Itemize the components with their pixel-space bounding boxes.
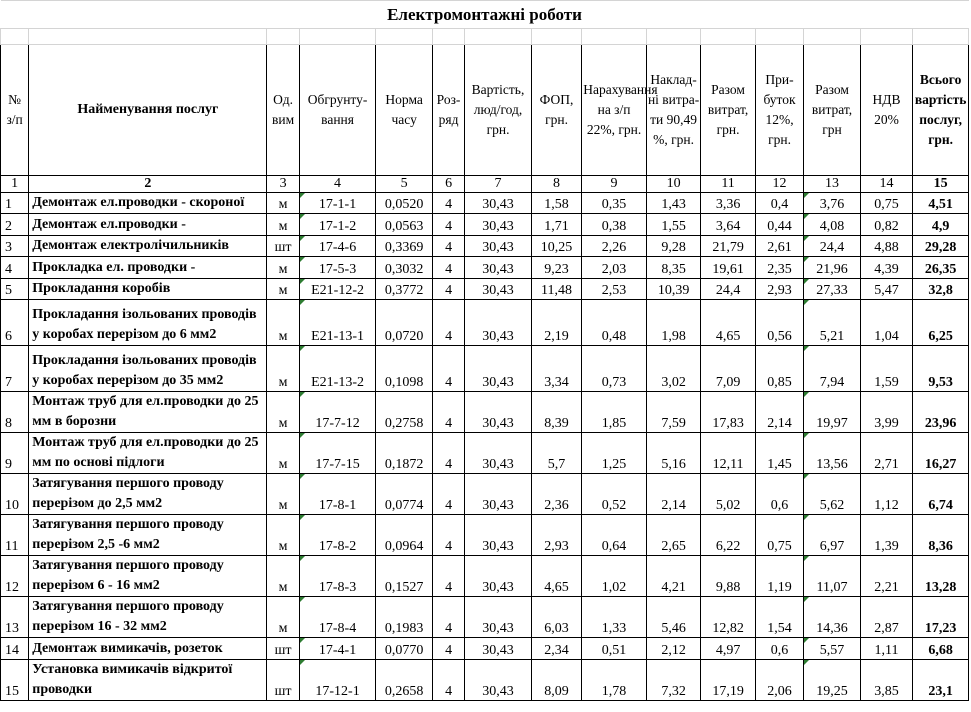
cell-accrual[interactable]: 1,02: [582, 556, 647, 597]
service-name: Затягування першого проводу перерізом 16 - 32 мм2: [32, 599, 224, 634]
service-name: Затягування першого проводу перерізом до 2,5 мм2: [32, 476, 224, 511]
cell-norm[interactable]: 0,0720: [376, 300, 433, 346]
cell-subtotal[interactable]: 5,02: [701, 474, 755, 515]
cell-name[interactable]: [29, 392, 267, 433]
cell-norm[interactable]: 0,1527: [376, 556, 433, 597]
cell-vat[interactable]: 2,21: [860, 556, 912, 597]
cell-unit[interactable]: м: [267, 257, 299, 279]
service-name: Монтаж труб для ел.проводки до 25 мм в борозни: [32, 394, 259, 429]
table-row: [1, 300, 969, 346]
cell-grand-total[interactable]: 6,74: [913, 474, 969, 515]
cell-no[interactable]: 7: [1, 346, 29, 392]
service-name: Монтаж труб для ел.проводки до 25 мм по основі підлоги: [32, 435, 259, 470]
cell-overhead[interactable]: 9,28: [646, 236, 700, 257]
cell-basis[interactable]: 17-1-2: [299, 214, 376, 236]
cell-name[interactable]: [29, 236, 267, 257]
cell-no[interactable]: 10: [1, 474, 29, 515]
table-row: [1, 346, 969, 392]
cell-basis[interactable]: 17-8-4: [299, 597, 376, 638]
cell-cost[interactable]: 30,43: [465, 257, 532, 279]
cell-fop[interactable]: 1,58: [531, 193, 581, 214]
service-name: Затягування першого проводу перерізом 6 - 16 мм2: [32, 558, 224, 593]
cell-cost[interactable]: 30,43: [465, 638, 532, 660]
cell-no[interactable]: 9: [1, 433, 29, 474]
header-row: [1, 45, 969, 176]
cell-vat[interactable]: 0,82: [860, 214, 912, 236]
cell-overhead[interactable]: 3,02: [646, 346, 700, 392]
cell-accrual[interactable]: 1,85: [582, 392, 647, 433]
cell-grand-total[interactable]: 29,28: [913, 236, 969, 257]
cell-fop[interactable]: 5,7: [531, 433, 581, 474]
cell-subtotal[interactable]: 17,19: [701, 660, 755, 701]
table-row: [1, 597, 969, 638]
cell-no[interactable]: 1: [1, 193, 29, 214]
cell-grade[interactable]: 4: [432, 193, 464, 214]
cell-profit[interactable]: 0,4: [755, 193, 803, 214]
cell-basis[interactable]: Е21-13-2: [299, 346, 376, 392]
column-number[interactable]: 13: [804, 176, 861, 193]
cell-fop[interactable]: 10,25: [531, 236, 581, 257]
cell-no[interactable]: 12: [1, 556, 29, 597]
cell-unit[interactable]: шт: [267, 660, 299, 701]
cell-total-costs[interactable]: 19,25: [804, 660, 861, 701]
header-subtotal[interactable]: Разом витрат, грн.: [701, 45, 755, 176]
cell-norm[interactable]: 0,3032: [376, 257, 433, 279]
cell-fop[interactable]: 3,34: [531, 346, 581, 392]
cell-unit[interactable]: м: [267, 279, 299, 300]
column-number[interactable]: 15: [913, 176, 969, 193]
cell-basis[interactable]: 17-4-6: [299, 236, 376, 257]
column-number[interactable]: 14: [860, 176, 912, 193]
cell-grade[interactable]: 4: [432, 556, 464, 597]
cell-name[interactable]: [29, 515, 267, 556]
cell-name[interactable]: [29, 474, 267, 515]
cell-vat[interactable]: 1,04: [860, 300, 912, 346]
cell-fop[interactable]: 11,48: [531, 279, 581, 300]
cell-basis[interactable]: 17-8-1: [299, 474, 376, 515]
cell-accrual[interactable]: 1,78: [582, 660, 647, 701]
cell-grade[interactable]: 4: [432, 433, 464, 474]
cell-unit[interactable]: м: [267, 214, 299, 236]
cell-grade[interactable]: 4: [432, 346, 464, 392]
cell-name[interactable]: [29, 597, 267, 638]
cell-accrual[interactable]: 0,48: [582, 300, 647, 346]
cell-subtotal[interactable]: 3,36: [701, 193, 755, 214]
cell-grand-total[interactable]: 17,23: [913, 597, 969, 638]
cell-vat[interactable]: 4,39: [860, 257, 912, 279]
cell-cost[interactable]: 30,43: [465, 597, 532, 638]
cell-vat[interactable]: 4,88: [860, 236, 912, 257]
cell-basis[interactable]: 17-4-1: [299, 638, 376, 660]
cell-fop[interactable]: 2,34: [531, 638, 581, 660]
cell-norm[interactable]: 0,3369: [376, 236, 433, 257]
cell-total-costs[interactable]: 21,96: [804, 257, 861, 279]
cell-name[interactable]: [29, 214, 267, 236]
cell-cost[interactable]: 30,43: [465, 279, 532, 300]
cell-basis[interactable]: 17-1-1: [299, 193, 376, 214]
cell-vat[interactable]: 3,85: [860, 660, 912, 701]
cell-accrual[interactable]: 0,38: [582, 214, 647, 236]
cell-cost[interactable]: 30,43: [465, 214, 532, 236]
cell-grand-total[interactable]: 32,8: [913, 279, 969, 300]
cell-fop[interactable]: 8,09: [531, 660, 581, 701]
cell-profit[interactable]: 0,56: [755, 300, 803, 346]
cell-subtotal[interactable]: 7,09: [701, 346, 755, 392]
column-number[interactable]: 11: [701, 176, 755, 193]
cell-total-costs[interactable]: 24,4: [804, 236, 861, 257]
cell-no[interactable]: 4: [1, 257, 29, 279]
cell-subtotal[interactable]: 24,4: [701, 279, 755, 300]
title-row: [1, 1, 969, 29]
cell-grade[interactable]: 4: [432, 474, 464, 515]
cell-grade[interactable]: 4: [432, 597, 464, 638]
cell-subtotal[interactable]: 4,65: [701, 300, 755, 346]
cell-basis[interactable]: Е21-12-2: [299, 279, 376, 300]
cell-unit[interactable]: м: [267, 193, 299, 214]
table-row: [1, 515, 969, 556]
cell-unit[interactable]: м: [267, 556, 299, 597]
service-name: Прокладання ізольованих проводів у коробах перерізом до 35 мм2: [32, 353, 257, 388]
table-body: [1, 193, 969, 701]
cell-vat[interactable]: 1,59: [860, 346, 912, 392]
cell-total-costs[interactable]: 5,21: [804, 300, 861, 346]
cell-accrual[interactable]: 0,52: [582, 474, 647, 515]
table-row: [1, 279, 969, 300]
cell-subtotal[interactable]: 3,64: [701, 214, 755, 236]
cell-subtotal[interactable]: 9,88: [701, 556, 755, 597]
cell-accrual[interactable]: 0,35: [582, 193, 647, 214]
column-number[interactable]: 2: [29, 176, 267, 193]
cell-no[interactable]: 5: [1, 279, 29, 300]
header-grade[interactable]: Роз-ряд: [432, 45, 464, 176]
cell-grand-total[interactable]: 9,53: [913, 346, 969, 392]
cell-profit[interactable]: 1,54: [755, 597, 803, 638]
table-row: [1, 392, 969, 433]
cell-total-costs[interactable]: 11,07: [804, 556, 861, 597]
cell-subtotal[interactable]: 6,22: [701, 515, 755, 556]
cell-no[interactable]: 6: [1, 300, 29, 346]
cell-profit[interactable]: 1,45: [755, 433, 803, 474]
header-grand-total[interactable]: Всього вартість послуг, грн.: [913, 45, 969, 176]
cell-norm[interactable]: 0,0774: [376, 474, 433, 515]
cell-total-costs[interactable]: 5,62: [804, 474, 861, 515]
cell-name[interactable]: [29, 300, 267, 346]
table-row: [1, 257, 969, 279]
cell-total-costs[interactable]: 6,97: [804, 515, 861, 556]
cell-overhead[interactable]: 1,55: [646, 214, 700, 236]
header-norm[interactable]: Норма часу: [376, 45, 433, 176]
cell-no[interactable]: 13: [1, 597, 29, 638]
cell-norm[interactable]: 0,1872: [376, 433, 433, 474]
cell-cost[interactable]: 30,43: [465, 474, 532, 515]
cell-grade[interactable]: 4: [432, 660, 464, 701]
cell-total-costs[interactable]: 7,94: [804, 346, 861, 392]
cell-grand-total[interactable]: 6,68: [913, 638, 969, 660]
header-vat[interactable]: НДВ 20%: [860, 45, 912, 176]
cell-norm[interactable]: 0,0964: [376, 515, 433, 556]
cell-fop[interactable]: 2,93: [531, 515, 581, 556]
column-number-row: [1, 176, 969, 193]
cell-norm[interactable]: 0,0520: [376, 193, 433, 214]
cell-grade[interactable]: 4: [432, 257, 464, 279]
cell-total-costs[interactable]: 27,33: [804, 279, 861, 300]
cell-accrual[interactable]: 0,51: [582, 638, 647, 660]
cell-profit[interactable]: 0,6: [755, 638, 803, 660]
service-name: Демонтаж ел.проводки -: [32, 217, 186, 232]
cell-subtotal[interactable]: 12,82: [701, 597, 755, 638]
column-number[interactable]: 6: [432, 176, 464, 193]
table-row: [1, 556, 969, 597]
cell-profit[interactable]: 2,06: [755, 660, 803, 701]
cell-norm[interactable]: 0,0563: [376, 214, 433, 236]
cell-fop[interactable]: 9,23: [531, 257, 581, 279]
cell-grade[interactable]: 4: [432, 279, 464, 300]
cell-basis[interactable]: 17-8-3: [299, 556, 376, 597]
cell-total-costs[interactable]: 5,57: [804, 638, 861, 660]
cell-accrual[interactable]: 1,33: [582, 597, 647, 638]
cell-name[interactable]: [29, 279, 267, 300]
cell-grand-total[interactable]: 13,28: [913, 556, 969, 597]
cell-fop[interactable]: 8,39: [531, 392, 581, 433]
column-number[interactable]: 8: [531, 176, 581, 193]
cell-name[interactable]: [29, 556, 267, 597]
cell-cost[interactable]: 30,43: [465, 346, 532, 392]
cell-overhead[interactable]: 2,65: [646, 515, 700, 556]
column-number[interactable]: 12: [755, 176, 803, 193]
cell-profit[interactable]: 0,85: [755, 346, 803, 392]
header-fop[interactable]: ФОП, грн.: [531, 45, 581, 176]
service-name: Прокладання ізольованих проводів у коробах перерізом до 6 мм2: [32, 307, 257, 342]
cell-vat[interactable]: 2,71: [860, 433, 912, 474]
cell-unit[interactable]: м: [267, 392, 299, 433]
cell-cost[interactable]: 30,43: [465, 392, 532, 433]
cell-overhead[interactable]: 7,59: [646, 392, 700, 433]
cell-accrual[interactable]: 2,53: [582, 279, 647, 300]
cell-grand-total[interactable]: 26,35: [913, 257, 969, 279]
cell-grand-total[interactable]: 4,51: [913, 193, 969, 214]
cell-cost[interactable]: 30,43: [465, 236, 532, 257]
cell-no[interactable]: 14: [1, 638, 29, 660]
cell-name[interactable]: [29, 193, 267, 214]
header-cost[interactable]: Вартість, люд/год, грн.: [465, 45, 532, 176]
column-number[interactable]: 7: [465, 176, 532, 193]
cell-vat[interactable]: 1,39: [860, 515, 912, 556]
cell-basis[interactable]: 17-7-12: [299, 392, 376, 433]
column-number[interactable]: 4: [299, 176, 376, 193]
cell-norm[interactable]: 0,2758: [376, 392, 433, 433]
cell-subtotal[interactable]: 12,11: [701, 433, 755, 474]
cell-basis[interactable]: 17-7-15: [299, 433, 376, 474]
cell-name[interactable]: [29, 433, 267, 474]
cell-profit[interactable]: 0,75: [755, 515, 803, 556]
header-name[interactable]: Найменування послуг: [29, 45, 267, 176]
cell-cost[interactable]: 30,43: [465, 515, 532, 556]
page-title: Електромонтажні роботи: [1, 1, 969, 29]
column-number[interactable]: 9: [582, 176, 647, 193]
column-number[interactable]: 3: [267, 176, 299, 193]
cell-vat[interactable]: 1,12: [860, 474, 912, 515]
cell-vat[interactable]: 2,87: [860, 597, 912, 638]
cell-fop[interactable]: 4,65: [531, 556, 581, 597]
blank-row: [1, 29, 969, 45]
cell-unit[interactable]: шт: [267, 236, 299, 257]
cell-grade[interactable]: 4: [432, 515, 464, 556]
header-profit[interactable]: При-буток 12%, грн.: [755, 45, 803, 176]
header-accrual[interactable]: Нарахування на з/п 22%, грн.: [582, 45, 647, 176]
cell-cost[interactable]: 30,43: [465, 556, 532, 597]
cell-cost[interactable]: 30,43: [465, 660, 532, 701]
cell-unit[interactable]: шт: [267, 638, 299, 660]
cell-total-costs[interactable]: 14,36: [804, 597, 861, 638]
cell-overhead[interactable]: 2,14: [646, 474, 700, 515]
cell-accrual[interactable]: 0,73: [582, 346, 647, 392]
cell-overhead[interactable]: 1,98: [646, 300, 700, 346]
cell-norm[interactable]: 0,0770: [376, 638, 433, 660]
cell-vat[interactable]: 1,11: [860, 638, 912, 660]
cell-overhead[interactable]: 4,21: [646, 556, 700, 597]
cell-profit[interactable]: 0,44: [755, 214, 803, 236]
cell-subtotal[interactable]: 17,83: [701, 392, 755, 433]
cell-name[interactable]: [29, 257, 267, 279]
cell-vat[interactable]: 0,75: [860, 193, 912, 214]
cell-norm[interactable]: 0,1098: [376, 346, 433, 392]
column-number[interactable]: 5: [376, 176, 433, 193]
cell-profit[interactable]: 2,35: [755, 257, 803, 279]
service-name: Демонтаж електролічильників: [32, 238, 229, 253]
cell-cost[interactable]: 30,43: [465, 300, 532, 346]
cell-overhead[interactable]: 8,35: [646, 257, 700, 279]
table-row: [1, 474, 969, 515]
cell-cost[interactable]: 30,43: [465, 433, 532, 474]
cell-overhead[interactable]: 1,43: [646, 193, 700, 214]
cell-unit[interactable]: м: [267, 300, 299, 346]
cell-fop[interactable]: 2,36: [531, 474, 581, 515]
cell-grade[interactable]: 4: [432, 392, 464, 433]
cell-accrual[interactable]: 0,64: [582, 515, 647, 556]
cell-grade[interactable]: 4: [432, 214, 464, 236]
service-name: Прокладання коробів: [32, 281, 171, 296]
cell-fop[interactable]: 6,03: [531, 597, 581, 638]
table-row: [1, 433, 969, 474]
cell-grand-total[interactable]: 4,9: [913, 214, 969, 236]
cell-no[interactable]: 11: [1, 515, 29, 556]
cell-total-costs[interactable]: 13,56: [804, 433, 861, 474]
service-name: Установка вимикачів відкритої проводки: [32, 662, 233, 697]
header-overhead[interactable]: Наклад-ні витра-ти 90,49 %, грн.: [646, 45, 700, 176]
cell-grade[interactable]: 4: [432, 638, 464, 660]
header-total-costs[interactable]: Разом витрат, грн: [804, 45, 861, 176]
cell-basis[interactable]: Е21-13-1: [299, 300, 376, 346]
table-row: [1, 214, 969, 236]
cell-grade[interactable]: 4: [432, 236, 464, 257]
cell-vat[interactable]: 3,99: [860, 392, 912, 433]
table-row: [1, 638, 969, 660]
cell-subtotal[interactable]: 19,61: [701, 257, 755, 279]
cell-overhead[interactable]: 2,12: [646, 638, 700, 660]
cell-fop[interactable]: 2,19: [531, 300, 581, 346]
cell-profit[interactable]: 2,93: [755, 279, 803, 300]
cell-unit[interactable]: м: [267, 433, 299, 474]
cell-total-costs[interactable]: 3,76: [804, 193, 861, 214]
cell-total-costs[interactable]: 19,97: [804, 392, 861, 433]
cell-accrual[interactable]: 2,03: [582, 257, 647, 279]
cell-overhead[interactable]: 5,16: [646, 433, 700, 474]
cell-name[interactable]: [29, 660, 267, 701]
cell-accrual[interactable]: 1,25: [582, 433, 647, 474]
cell-grand-total[interactable]: 8,36: [913, 515, 969, 556]
cell-vat[interactable]: 5,47: [860, 279, 912, 300]
cell-norm[interactable]: 0,1983: [376, 597, 433, 638]
cell-norm[interactable]: 0,3772: [376, 279, 433, 300]
cell-profit[interactable]: 2,61: [755, 236, 803, 257]
service-name: Демонтаж вимикачів, розеток: [32, 641, 223, 656]
header-no[interactable]: № з/п: [1, 45, 29, 176]
column-number[interactable]: 1: [1, 176, 29, 193]
cell-no[interactable]: 8: [1, 392, 29, 433]
cell-unit[interactable]: м: [267, 474, 299, 515]
cell-unit[interactable]: м: [267, 515, 299, 556]
cell-accrual[interactable]: 2,26: [582, 236, 647, 257]
service-name: Демонтаж ел.проводки - скороної: [32, 195, 245, 210]
cell-cost[interactable]: 30,43: [465, 193, 532, 214]
cell-grade[interactable]: 4: [432, 300, 464, 346]
cell-no[interactable]: 15: [1, 660, 29, 701]
cell-unit[interactable]: м: [267, 597, 299, 638]
cell-unit[interactable]: м: [267, 346, 299, 392]
cell-profit[interactable]: 1,19: [755, 556, 803, 597]
cell-overhead[interactable]: 5,46: [646, 597, 700, 638]
service-name: Прокладка ел. проводки -: [32, 260, 196, 275]
column-number[interactable]: 10: [646, 176, 700, 193]
header-unit[interactable]: Од. вим: [267, 45, 299, 176]
cell-subtotal[interactable]: 4,97: [701, 638, 755, 660]
cell-grand-total[interactable]: 6,25: [913, 300, 969, 346]
table-row: [1, 660, 969, 701]
service-name: Затягування першого проводу перерізом 2,5 -6 мм2: [32, 517, 224, 552]
cell-basis[interactable]: 17-8-2: [299, 515, 376, 556]
cell-basis[interactable]: 17-12-1: [299, 660, 376, 701]
cell-subtotal[interactable]: 21,79: [701, 236, 755, 257]
cell-grand-total[interactable]: 16,27: [913, 433, 969, 474]
cell-profit[interactable]: 2,14: [755, 392, 803, 433]
cell-no[interactable]: 3: [1, 236, 29, 257]
cell-total-costs[interactable]: 4,08: [804, 214, 861, 236]
cell-no[interactable]: 2: [1, 214, 29, 236]
header-basis[interactable]: Обгрунту-вання: [299, 45, 376, 176]
cell-overhead[interactable]: 10,39: [646, 279, 700, 300]
table-row: [1, 193, 969, 214]
cell-norm[interactable]: 0,2658: [376, 660, 433, 701]
cell-fop[interactable]: 1,71: [531, 214, 581, 236]
cell-grand-total[interactable]: 23,96: [913, 392, 969, 433]
cell-grand-total[interactable]: 23,1: [913, 660, 969, 701]
cell-name[interactable]: [29, 346, 267, 392]
cell-basis[interactable]: 17-5-3: [299, 257, 376, 279]
table-row: [1, 236, 969, 257]
cell-name[interactable]: [29, 638, 267, 660]
cell-profit[interactable]: 0,6: [755, 474, 803, 515]
cell-overhead[interactable]: 7,32: [646, 660, 700, 701]
